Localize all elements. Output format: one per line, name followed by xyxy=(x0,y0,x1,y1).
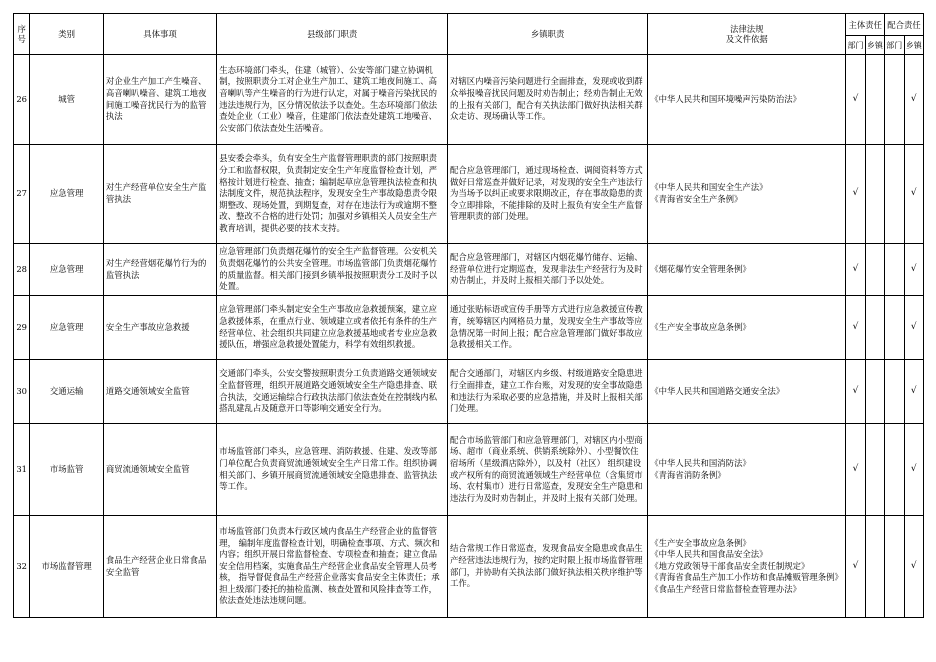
row-item: 安全生产事故应急救援 xyxy=(103,296,216,360)
row-category: 市场监管 xyxy=(30,424,104,516)
row-category: 城管 xyxy=(30,55,104,145)
header-main-resp: 主体责任 xyxy=(846,14,885,36)
row-town-duty: 配合市场监管部门和应急管理部门，对辖区内小型商场、超市（商业系统、供销系统除外）、小型餐饮住宿场所（星级酒店除外），以及村（社区） 组织建设或产权所有的商贸流通领域生产经营单位（含集贸市场、农村集市）进行日常巡查，发现安全生产隐患和违法行为及时劝告制止，并及时上报有关部门处理。 xyxy=(448,424,648,516)
header-category: 类别 xyxy=(30,14,104,55)
row-mark-main-dept: √ xyxy=(846,55,865,145)
row-mark-main-town xyxy=(865,244,884,296)
row-category: 应急管理 xyxy=(30,296,104,360)
table-row xyxy=(14,244,924,296)
row-mark-coop-dept xyxy=(885,55,904,145)
row-number: 32 xyxy=(14,516,30,618)
row-number: 28 xyxy=(14,244,30,296)
row-county-duty: 县安委会牵头，负有安全生产监督管理职责的部门按照职责分工和监督权限，负责制定安全生产年度监督检查计划，严格按计划进行检查、抽查；编制起草应急管理执法检查和执法制度文件，规范执法程序，发现安全生产事故隐患责令限期整改、现场处置，到期复查，对存在违法行为或逾期不整改、整改不合格的进行处罚；加强对乡镇相关人员安全生产教育培训，提供必要的技术支持。 xyxy=(217,145,448,244)
header-seq: 序号 xyxy=(14,14,30,55)
row-mark-main-town xyxy=(865,145,884,244)
row-mark-main-town xyxy=(865,55,884,145)
row-mark-main-town xyxy=(865,424,884,516)
row-county-duty: 市场监管部门负责本行政区域内食品生产经营企业的监督管理， 编制年度监督检查计划，明确检查事项、方式、频次和内容；组织开展日常监督检查、专项检查和抽查；建立食品安全信用档案，实施食品生产经营企业食品安全管理人员考核， 指导督促食品生产经营企业落实食品安全主体责任；承担上级部门委托的抽检监测、核查处置和风险排查等工作，依法查处违法违规问题。 xyxy=(217,516,448,618)
row-number: 30 xyxy=(14,360,30,424)
row-mark-coop-dept xyxy=(885,516,904,618)
row-number: 26 xyxy=(14,55,30,145)
row-mark-coop-town: √ xyxy=(904,516,924,618)
row-mark-coop-town: √ xyxy=(904,424,924,516)
row-number: 27 xyxy=(14,145,30,244)
row-town-duty: 配合应急管理部门，通过现场检查、调阅资料等方式做好日常巡查并做好记录，对发现的安全生产违法行为当场予以纠正或要求限期改正，存在事故隐患的责令立即排除，不能排除的及时上报负有安全生产监督管理职责的部门处理。 xyxy=(448,145,648,244)
table-row xyxy=(14,424,924,516)
row-county-duty: 生态环境部门牵头，住建（城管）、公安等部门建立协调机制，按照职责分工对企业生产加工、建筑工地夜间施工、高音喇叭等产生噪音的行为进行认定，对属于噪音污染扰民的违法违规行为，区分情况依法予以查处。生态环境部门依法查处企业（工业）噪音，住建部门依法查处建筑工地噪音、公安部门依法查处生活噪音。 xyxy=(217,55,448,145)
row-county-duty: 应急管理部门负责烟花爆竹的安全生产监督管理。公安机关负责烟花爆竹的公共安全管理。市场监管部门负责烟花爆竹的质量监督。相关部门接到乡镇举报按照职责分工及时予以处置。 xyxy=(217,244,448,296)
table-row xyxy=(14,360,924,424)
header-coop-town: 乡镇 xyxy=(904,36,924,55)
table-row xyxy=(14,145,924,244)
row-mark-main-dept: √ xyxy=(846,244,865,296)
row-item: 道路交通领域安全监管 xyxy=(103,360,216,424)
row-category: 交通运输 xyxy=(30,360,104,424)
row-number: 29 xyxy=(14,296,30,360)
row-town-duty: 配合交通部门，对辖区内乡级、村级道路安全隐患进行全面排查，建立工作台账，对发现的安全事故隐患和违法行为采取必要的应急措施，并及时上报相关部门处理。 xyxy=(448,360,648,424)
table-row xyxy=(14,55,924,145)
table-row xyxy=(14,296,924,360)
row-category: 市场监督管理 xyxy=(30,516,104,618)
row-town-duty: 结合常规工作日常巡查，发现食品安全隐患或食品生产经营违法违规行为，按约定时限上报市场监督管理部门，并协助有关执法部门做好执法相关秩序维护等工作。 xyxy=(448,516,648,618)
table-row xyxy=(14,516,924,618)
row-mark-coop-dept xyxy=(885,360,904,424)
row-mark-coop-dept xyxy=(885,424,904,516)
row-mark-main-town xyxy=(865,516,884,618)
row-law: 《生产安全事故应急条例》 《中华人民共和国食品安全法》 《地方党政领导干部食品安全责任制规定》 《青海省食品生产加工小作坊和食品摊贩管理条例》 《食品生产经营日常监督检查管理办法》 xyxy=(648,516,846,618)
row-mark-coop-town: √ xyxy=(904,145,924,244)
row-mark-main-dept: √ xyxy=(846,145,865,244)
row-town-duty: 通过张贴标语或宣传手册等方式进行应急救援宣传教育，统筹辖区内网格员力量，发现安全生产事故等应急情况第一时间上报；配合应急管理部门做好事故应急救援相关工作。 xyxy=(448,296,648,360)
row-mark-main-town xyxy=(865,296,884,360)
row-law: 《生产安全事故应急条例》 xyxy=(648,296,846,360)
row-item: 食品生产经营企业日常食品安全监管 xyxy=(103,516,216,618)
row-law: 《中华人民共和国消防法》 《青海省消防条例》 xyxy=(648,424,846,516)
policy-table-sheet xyxy=(13,13,924,618)
row-mark-coop-dept xyxy=(885,296,904,360)
header-item: 具体事项 xyxy=(103,14,216,55)
row-number: 31 xyxy=(14,424,30,516)
responsibility-table xyxy=(13,13,924,618)
row-mark-main-dept: √ xyxy=(846,296,865,360)
row-town-duty: 配合应急管理部门，对辖区内烟花爆竹储存、运输、经营单位进行定期巡查，发现非法生产经营行为及时劝告制止，并及时上报相关部门予以处处。 xyxy=(448,244,648,296)
header-main-town: 乡镇 xyxy=(865,36,884,55)
header-town: 乡镇职责 xyxy=(448,14,648,55)
row-county-duty: 应急管理部门牵头制定安全生产事故应急救援预案，建立应急救援体系，在重点行业、领域建立或者依托有条件的生产经营单位、社会组织共同建立应急救援基地或者专业应急救援队伍，增强应急救援处置能力，科学有效组织救援。 xyxy=(217,296,448,360)
header-coop-dept: 部门 xyxy=(885,36,904,55)
header-county: 县级部门职责 xyxy=(217,14,448,55)
row-law: 《中华人民共和国道路交通安全法》 xyxy=(648,360,846,424)
row-mark-coop-town: √ xyxy=(904,360,924,424)
row-law: 《中华人民共和国安全生产法》 《青海省安全生产条例》 xyxy=(648,145,846,244)
row-mark-coop-dept xyxy=(885,145,904,244)
row-mark-coop-town: √ xyxy=(904,55,924,145)
row-town-duty: 对辖区内噪音污染问题进行全面排查，发现或收到群众举报噪音扰民问题及时劝告制止；经劝告制止无效的上报有关部门，配合有关执法部门做好执法相关群众走访、现场确认等工作。 xyxy=(448,55,648,145)
row-law: 《烟花爆竹安全管理条例》 xyxy=(648,244,846,296)
header-law: 法律法规 及文件依据 xyxy=(648,14,846,55)
header-coop-resp: 配合责任 xyxy=(885,14,924,36)
header-row-1 xyxy=(14,14,924,36)
row-item: 对生产经营单位安全生产监管执法 xyxy=(103,145,216,244)
row-item: 对生产经营烟花爆竹行为的监管执法 xyxy=(103,244,216,296)
row-category: 应急管理 xyxy=(30,244,104,296)
row-law: 《中华人民共和国环境噪声污染防治法》 xyxy=(648,55,846,145)
row-item: 对企业生产加工产生噪音、高音喇叭噪音、建筑工地夜间施工噪音扰民行为的监管执法 xyxy=(103,55,216,145)
row-mark-coop-town: √ xyxy=(904,296,924,360)
row-county-duty: 交通部门牵头，公安交警按照职责分工负责道路交通领域安全监督管理，组织开展道路交通领域安全生产隐患排查、联合执法，交通运输综合行政执法部门依法查处在控制线内私搭乱建乱占及随意开口等影响交通安全行为。 xyxy=(217,360,448,424)
row-mark-main-dept: √ xyxy=(846,424,865,516)
row-mark-main-town xyxy=(865,360,884,424)
row-mark-coop-town: √ xyxy=(904,244,924,296)
row-item: 商贸流通领域安全监管 xyxy=(103,424,216,516)
row-category: 应急管理 xyxy=(30,145,104,244)
header-main-dept: 部门 xyxy=(846,36,865,55)
row-mark-coop-dept xyxy=(885,244,904,296)
row-mark-main-dept: √ xyxy=(846,516,865,618)
row-mark-main-dept: √ xyxy=(846,360,865,424)
row-county-duty: 市场监管部门牵头，应急管理、消防救援、住建、发改等部门单位配合负责商贸流通领域安全生产日常工作。组织协调相关部门、乡镇开展商贸流通领域安全隐患排查、监管执法等工作。 xyxy=(217,424,448,516)
